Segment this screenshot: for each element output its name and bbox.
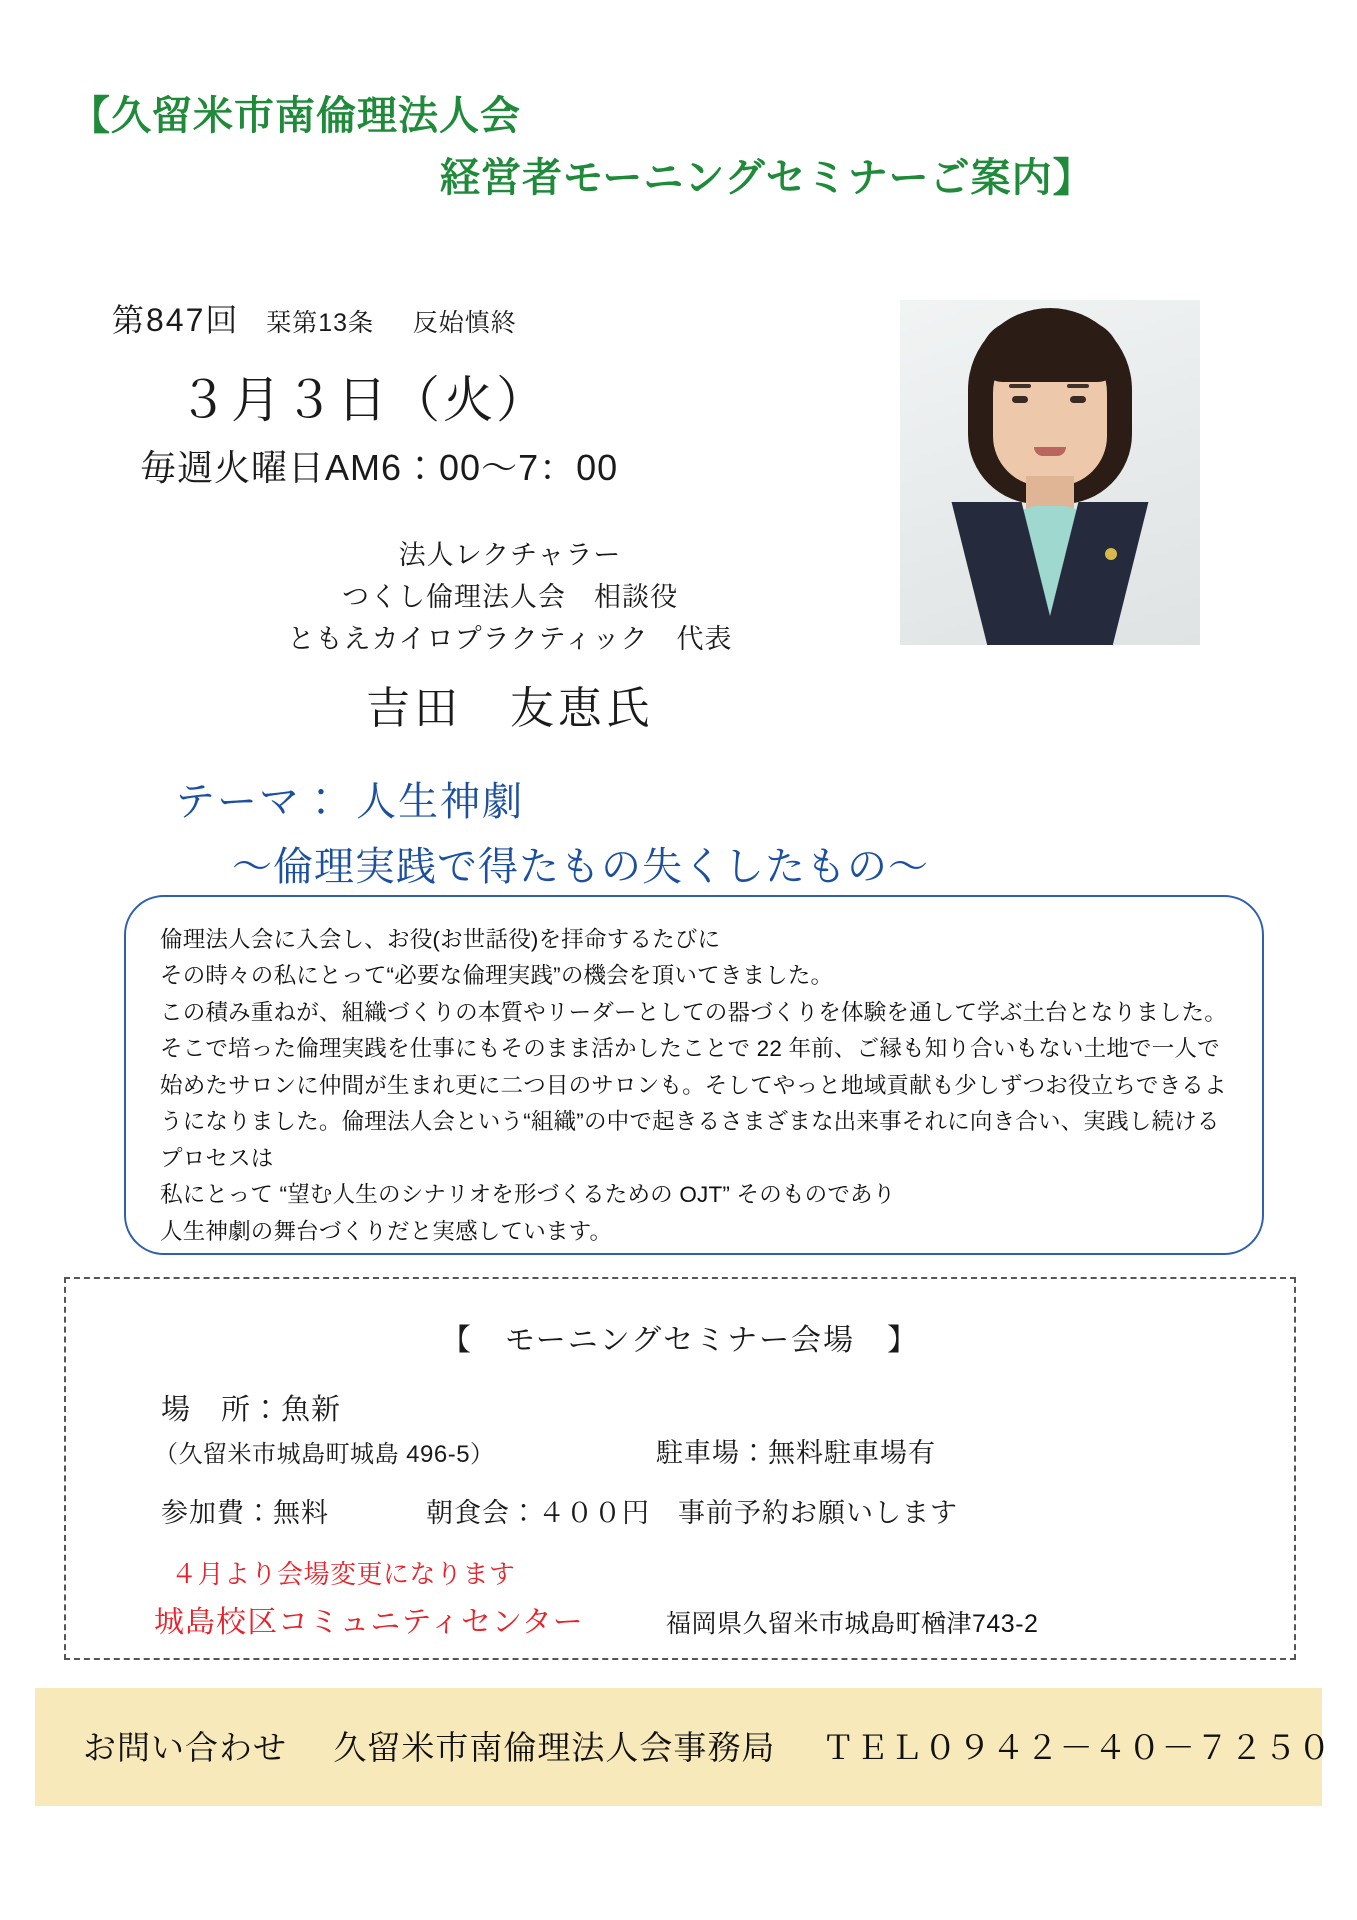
page-title-line2: 経営者モーニングセミナーご案内】: [440, 156, 1094, 200]
speaker-title-3: ともえカイロプラクティック 代表: [287, 623, 733, 654]
contact-label: お問い合わせ: [83, 1729, 287, 1766]
message-paragraph: この積み重ねが、組織づくりの本質やリーダーとしての器づくりを体験を通して学ぶ土台となりました。そこで培った倫理実践を仕事にもそのまま活かしたことで 22 年前、ご縁も知り合いもない土地で一人で始めたサロンに仲間が生まれ更に二つ目のサロンも。そしてやっと地域貢献も少しずつお役立ちできるようになりました。倫理法人会という“組織”の中で起きるさまざまな出来事それに向き合い、実践し続けるプロセスは: [160, 999, 1227, 1171]
page-title: [70, 85, 1270, 209]
contact-footer: [35, 1688, 1332, 1806]
session-time: 毎週火曜日AM6：00〜7：00: [140, 447, 619, 488]
shiori-article: 栞第13条: [266, 309, 374, 337]
venue-new-address: 福岡県久留米市城島町楢津743-2: [666, 1610, 1039, 1638]
venue-entry-fee: 参加費：無料: [161, 1498, 329, 1528]
message-body: [126, 897, 1262, 1250]
portrait-mouth: [1034, 447, 1066, 456]
venue-title: 【 モーニングセミナー会場 】: [440, 1324, 920, 1357]
venue-place: 場 所：魚新: [161, 1394, 342, 1426]
message-paragraph: 人生神劇の舞台づくりだと実感しています。: [160, 1218, 613, 1244]
session-number: 第847回: [112, 302, 240, 338]
speaker-title-1: 法人レクチャラー: [398, 540, 622, 570]
shiori-subtitle: 反始慎終: [412, 309, 517, 337]
message-paragraph: 私にとって “望む人生のシナリオを形づくるための OJT” そのものであり: [160, 1182, 896, 1208]
message-paragraph: 倫理法人会に入会し、お役(お世話役)を拝命するたびに: [160, 927, 721, 952]
speaker-portrait: [900, 300, 1200, 645]
contact-telephone: ＴＥＬ０９４２－４０－７２５０: [821, 1729, 1332, 1766]
venue-parking: 駐車場：無料駐車場有: [656, 1438, 936, 1468]
portrait-eye-right: [1070, 396, 1086, 403]
message-paragraph: その時々の私にとって“必要な倫理実践”の機会を頂いてきました。: [160, 963, 834, 989]
portrait-fringe: [980, 320, 1120, 382]
page-title-line1: 【久留米市南倫理法人会: [70, 94, 521, 138]
speaker-titles: [190, 535, 830, 661]
portrait-lapel-pin: [1105, 548, 1117, 560]
venue-fee-row: [161, 1491, 958, 1530]
session-number-row: [112, 295, 517, 341]
portrait-eye-left: [1012, 396, 1028, 403]
message-box: [124, 895, 1264, 1255]
venue-new-place: 城島校区コミュニティセンター: [154, 1606, 584, 1639]
venue-change-notice: ４月より会場変更になります: [171, 1559, 516, 1589]
contact-footer-text: [83, 1722, 1332, 1769]
portrait-eyebrow-left: [1009, 384, 1031, 388]
theme-main: テーマ： 人生神劇: [175, 780, 525, 824]
venue-address: （久留米市城島町城島 496-5）: [154, 1441, 495, 1468]
contact-office: 久留米市南倫理法人会事務局: [333, 1729, 776, 1766]
speaker-title-2: つくし倫理法人会 相談役: [342, 581, 678, 612]
venue-box: [64, 1277, 1296, 1660]
theme-subtitle: 〜倫理実践で得たもの失くしたもの〜: [232, 845, 929, 889]
speaker-name: 吉田 友恵氏: [366, 684, 654, 733]
session-date: ３月３日（火）: [178, 372, 549, 428]
venue-breakfast-fee: 朝食会：４００円 事前予約お願いします: [426, 1498, 959, 1528]
portrait-eyebrow-right: [1067, 384, 1089, 388]
